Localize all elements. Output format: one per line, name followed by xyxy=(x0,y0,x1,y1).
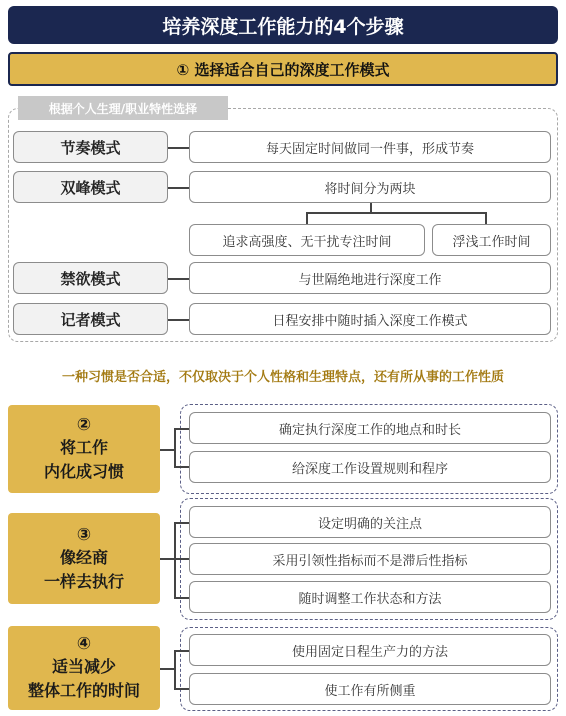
bracket xyxy=(174,688,189,690)
mode-journalistic: 记者模式 xyxy=(13,303,168,335)
connector xyxy=(168,319,189,321)
split-connector xyxy=(306,212,308,224)
bracket xyxy=(174,428,189,430)
step3-title-line1: 像经商 xyxy=(59,547,108,567)
step3-item: 采用引领性指标而不是滞后性指标 xyxy=(189,543,551,575)
note-text: 一种习惯是否合适，不仅取决于个人性格和生理特点，还有所从事的工作性质 xyxy=(61,369,504,385)
step2-title-line1: 将工作 xyxy=(59,438,108,457)
bracket xyxy=(174,522,189,524)
bracket xyxy=(174,597,189,599)
step4-title-line1: 适当减少 xyxy=(51,657,116,676)
step4-item: 使工作有所侧重 xyxy=(189,673,551,705)
bracket xyxy=(174,466,189,468)
mode-bimodal-sub-deep: 追求高强度、无干扰专注时间 xyxy=(189,224,425,256)
bracket xyxy=(174,522,176,598)
bracket xyxy=(160,558,174,560)
step4-title-line2: 整体工作的时间 xyxy=(27,681,140,700)
bracket xyxy=(160,449,174,451)
split-connector xyxy=(485,212,487,224)
page-title: 培养深度工作能力的4个步骤 xyxy=(8,6,558,44)
step4-box xyxy=(8,626,160,710)
step3-number: ③ xyxy=(76,524,92,545)
step3-item: 设定明确的关注点 xyxy=(189,506,551,538)
mode-bimodal-desc: 将时间分为两块 xyxy=(189,171,551,203)
mode-rhythmic-desc: 每天固定时间做同一件事，形成节奏 xyxy=(189,131,551,163)
step2-box xyxy=(8,405,160,493)
step2-title-line2: 内化成习惯 xyxy=(43,462,124,481)
mode-bimodal-sub-shallow: 浮浅工作时间 xyxy=(432,224,551,256)
split-connector xyxy=(306,212,486,214)
step3-title-line2: 一样去执行 xyxy=(43,571,124,591)
step3-box xyxy=(8,513,160,604)
step2-item: 给深度工作设置规则和程序 xyxy=(189,451,551,483)
bracket xyxy=(174,428,176,466)
step3-item: 随时调整工作状态和方法 xyxy=(189,581,551,613)
step2-item: 确定执行深度工作的地点和时长 xyxy=(189,412,551,444)
step4-item: 使用固定日程生产力的方法 xyxy=(189,634,551,666)
step1-heading: ① 选择适合自己的深度工作模式 xyxy=(8,52,558,86)
bracket xyxy=(174,650,176,688)
mode-journalistic-desc: 日程安排中随时插入深度工作模式 xyxy=(189,303,551,335)
step2-number: ② xyxy=(76,415,92,435)
mode-bimodal: 双峰模式 xyxy=(13,171,168,203)
mode-monastic-desc: 与世隔绝地进行深度工作 xyxy=(189,262,551,294)
bracket xyxy=(174,558,189,560)
mode-monastic: 禁欲模式 xyxy=(13,262,168,294)
step1-subtag: 根据个人生理/职业特性选择 xyxy=(18,96,228,120)
mode-rhythmic: 节奏模式 xyxy=(13,131,168,163)
bracket xyxy=(174,650,189,652)
connector xyxy=(168,278,189,280)
bracket xyxy=(160,668,174,670)
connector xyxy=(168,147,189,149)
step4-number: ④ xyxy=(76,634,92,654)
connector xyxy=(168,187,189,189)
